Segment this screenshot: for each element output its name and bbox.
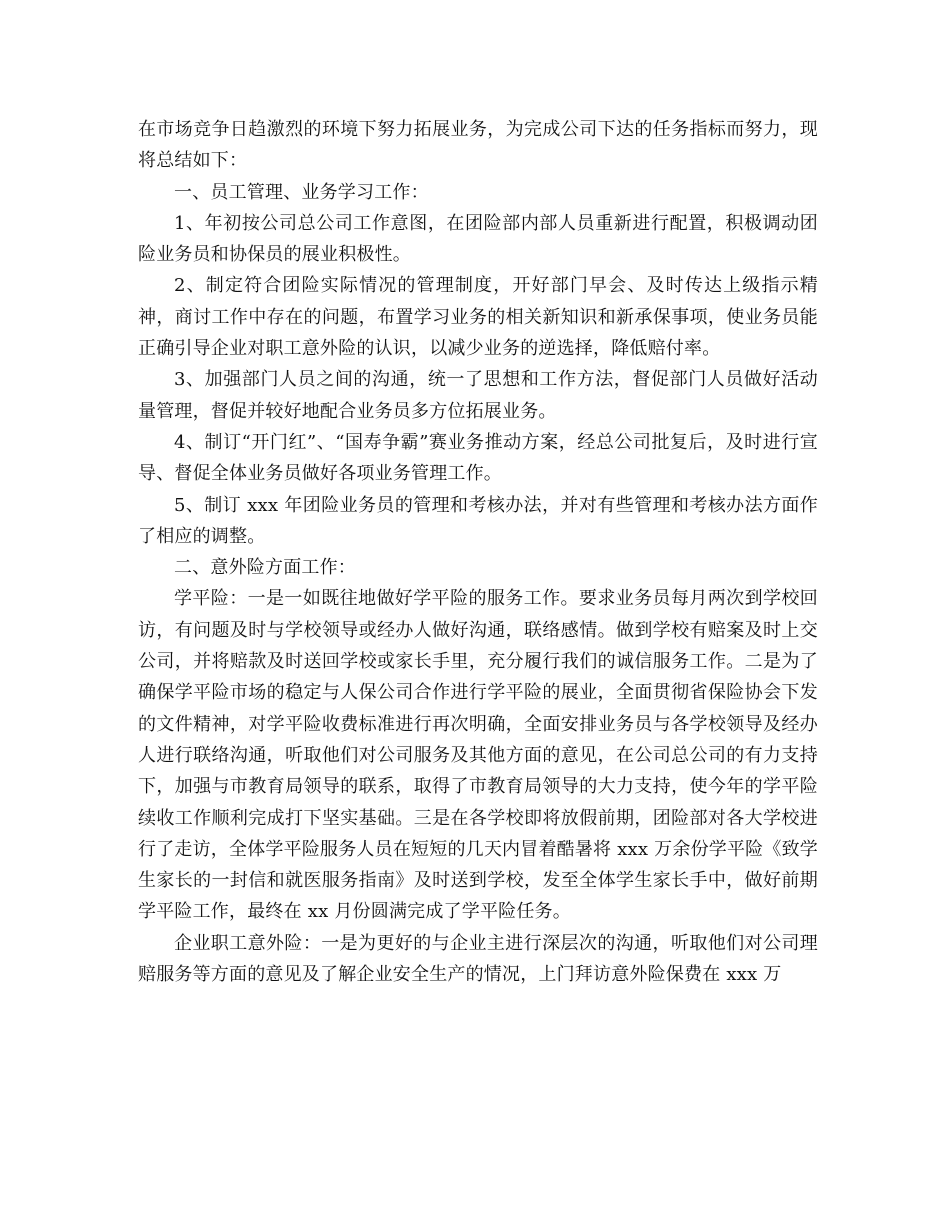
paragraph-item-4: 4、制订“开门红”、“国寿争霸”赛业务推动方案，经总公司批复后，及时进行宣导、督促全体业务员做好各项业务管理工作。	[138, 431, 818, 485]
section-heading-staff-management: 一、员工管理、业务学习工作：	[174, 181, 429, 203]
paragraph-employee-accident-insurance: 企业职工意外险：一是为更好的与企业主进行深层次的沟通，听取他们对公司理赔服务等方面的意见及了解企业安全生产的情况，上门拜访意外险保费在 xxx 万	[138, 932, 818, 986]
paragraph-item-5: 5、制订 xxx 年团险业务员的管理和考核办法，并对有些管理和考核办法方面作了相应的调整。	[138, 494, 818, 547]
paragraph-item-3: 3、加强部门人员之间的沟通，统一了思想和工作方法，督促部门人员做好活动量管理，督促并较好地配合业务员多方位拓展业务。	[138, 369, 818, 422]
document-body	[138, 114, 818, 990]
paragraph-intro: 在市场竞争日趋激烈的环境下努力拓展业务，为完成公司下达的任务指标而努力，现将总结如下：	[138, 119, 818, 172]
paragraph-student-insurance: 学平险：一是一如既往地做好学平险的服务工作。要求业务员每月两次到学校回访，有问题及时与学校领导或经办人做好沟通，联络感情。做到学校有赔案及时上交公司，并将赔款及时送回学校或家长手里，充分履行我们的诚信服务工作。二是为了确保学平险市场的稳定与人保公司合作进行学平险的展业，全面贯彻省保险协会下发的文件精神，对学平险收费标准进行再次明确，全面安排业务员与各学校领导及经办人进行联络沟通，听取他们对公司服务及其他方面的意见，在公司总公司的有力支持下，加强与市教育局领导的联系，取得了市教育局领导的大力支持，使今年的学平险续收工作顺利完成打下坚实基础。三是在各学校即将放假前期，团险部对各大学校进行了走访，全体学平险服务人员在短短的几天内冒着酷暑将 xxx 万余份学平险《致学生家长的一封信和就医服务指南》及时送到学校，发至全体学生家长手中，做好前期学平险工作，最终在 xx 月份圆满完成了学平险任务。	[138, 588, 818, 923]
section-heading-accident-insurance: 二、意外险方面工作：	[174, 557, 356, 579]
paragraph-item-2: 2、制定符合团险实际情况的管理制度，开好部门早会、及时传达上级指示精神，商讨工作中存在的问题，布置学习业务的相关新知识和新承保事项，使业务员能正确引导企业对职工意外险的认识，以减少业务的逆选择，降低赔付率。	[138, 275, 818, 360]
paragraph-item-1: 1、年初按公司总公司工作意图，在团险部内部人员重新进行配置，积极调动团险业务员和协保员的展业积极性。	[138, 212, 818, 266]
